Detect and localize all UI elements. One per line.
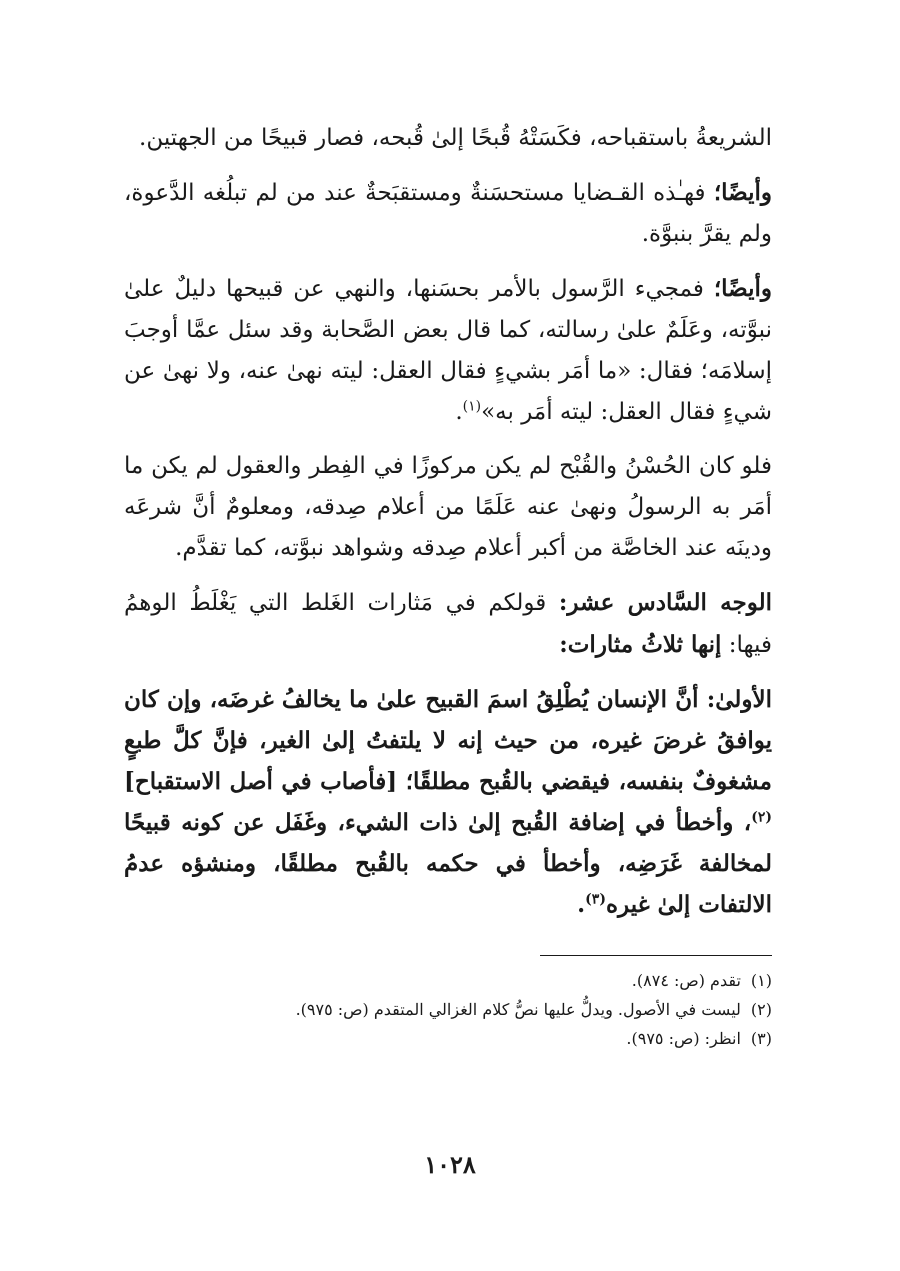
paragraph-4 [124,446,772,569]
footnotes [124,955,772,1053]
section-heading-text: قولكم في مَثارات الغَلط التي يَغْلَطُ الوهمُ فيها: [124,590,772,658]
paragraph-4-text: فلو كان الحُسْنُ والقُبْح لم يكن مركوزًا في الفِطر والعقول لم يكن ما أمَر به الرسولُ ونهىٰ عنه عَلَمًا من أعلام صِدقه، ومعلومٌ أنَّ شرعَه ودينَه عند الخاصَّة من أكبر أعلام صِدقه وشواهد نبوَّته، كما تقدَّم. [124,453,772,561]
footnote-ref-3[interactable]: (٣) [585,891,606,908]
footnote-3-number: (٣) [750,1029,772,1048]
footnote-ref-1[interactable]: (١) [462,398,482,415]
paragraph-3-tail: . [455,399,463,425]
footnote-ref-2[interactable]: (٢) [751,809,772,826]
paragraph-2 [124,172,772,255]
footnote-3 [124,1024,772,1053]
footnote-1-text: تقدم (ص: ٨٧٤). [631,971,741,990]
first-point-paragraph [124,679,772,925]
paragraph-1 [124,118,772,159]
page-number: ١٠٢٨ [424,1150,476,1179]
paragraph-3-lead: وأيضًا؛ [713,275,772,302]
footnote-1-number: (١) [750,971,772,990]
paragraph-3 [124,268,772,433]
footnote-2-number: (٢) [750,1000,772,1019]
footnote-2-text: ليست في الأصول. ويدلُّ عليها نصُّ كلام الغزالي المتقدم (ص: ٩٧٥). [295,1000,741,1019]
paragraph-3-text: فمجيء الرَّسول بالأمر بحسَنها، والنهي عن قبيحها دليلٌ علىٰ نبوَّته، وعَلَمٌ علىٰ رسالته، كما قال بعض الصَّحابة وقد سئل عمَّا أوجبَ إسلامَه؛ فقال: «ما أمَر بشيءٍ فقال العقل: ليته نهىٰ عنه، ولا نهىٰ عن شيءٍ فقال العقل: ليته أمَر به» [124,276,772,425]
section-heading: الوجه السَّادس عشر: [558,589,773,616]
paragraph-2-text: فهـٰذه القـضايا مستحسَنةٌ ومستقبَحةٌ عند من لم تبلُغه الدَّعوة، ولم يقرَّ بنبوَّة. [124,180,772,247]
first-point-tail: . [577,891,586,918]
footnote-divider [540,955,772,956]
footnote-3-text: انظر: (ص: ٩٧٥). [626,1029,741,1048]
paragraph-1-text: الشريعةُ باستقباحه، فكَسَتْهُ قُبحًا إلىٰ قُبحه، فصار قبيحًا من الجهتين. [139,125,772,151]
footnote-2 [124,995,772,1024]
first-point-part-1: الأولىٰ: أنَّ الإنسان يُطْلِقُ اسمَ القبيح علىٰ ما يخالفُ غرضَه، وإن كان يوافقُ غرضَ غيره، من حيث إنه لا يلتفتُ إلىٰ الغير، فإنَّ كلَّ طبعٍ مشغوفٌ بنفسه، فيقضي بالقُبح مطلقًا؛ [فأصاب في أصل الاستقباح] [124,686,772,795]
section-heading-paragraph [124,582,772,666]
paragraph-2-lead: وأيضًا؛ [713,179,772,206]
first-point-part-2: ، وأخطأ في إضافة القُبح إلىٰ ذات الشيء، وغَفَل عن كونه قبيحًا لمخالفة غَرَضِه، وأخطأ في حكمه بالقُبح مطلقًا، ومنشؤه عدمُ الالتفات إلىٰ غيره [124,809,772,918]
section-heading-tail: إنها ثلاثُ مثارات: [559,631,722,658]
footnote-1 [124,966,772,995]
